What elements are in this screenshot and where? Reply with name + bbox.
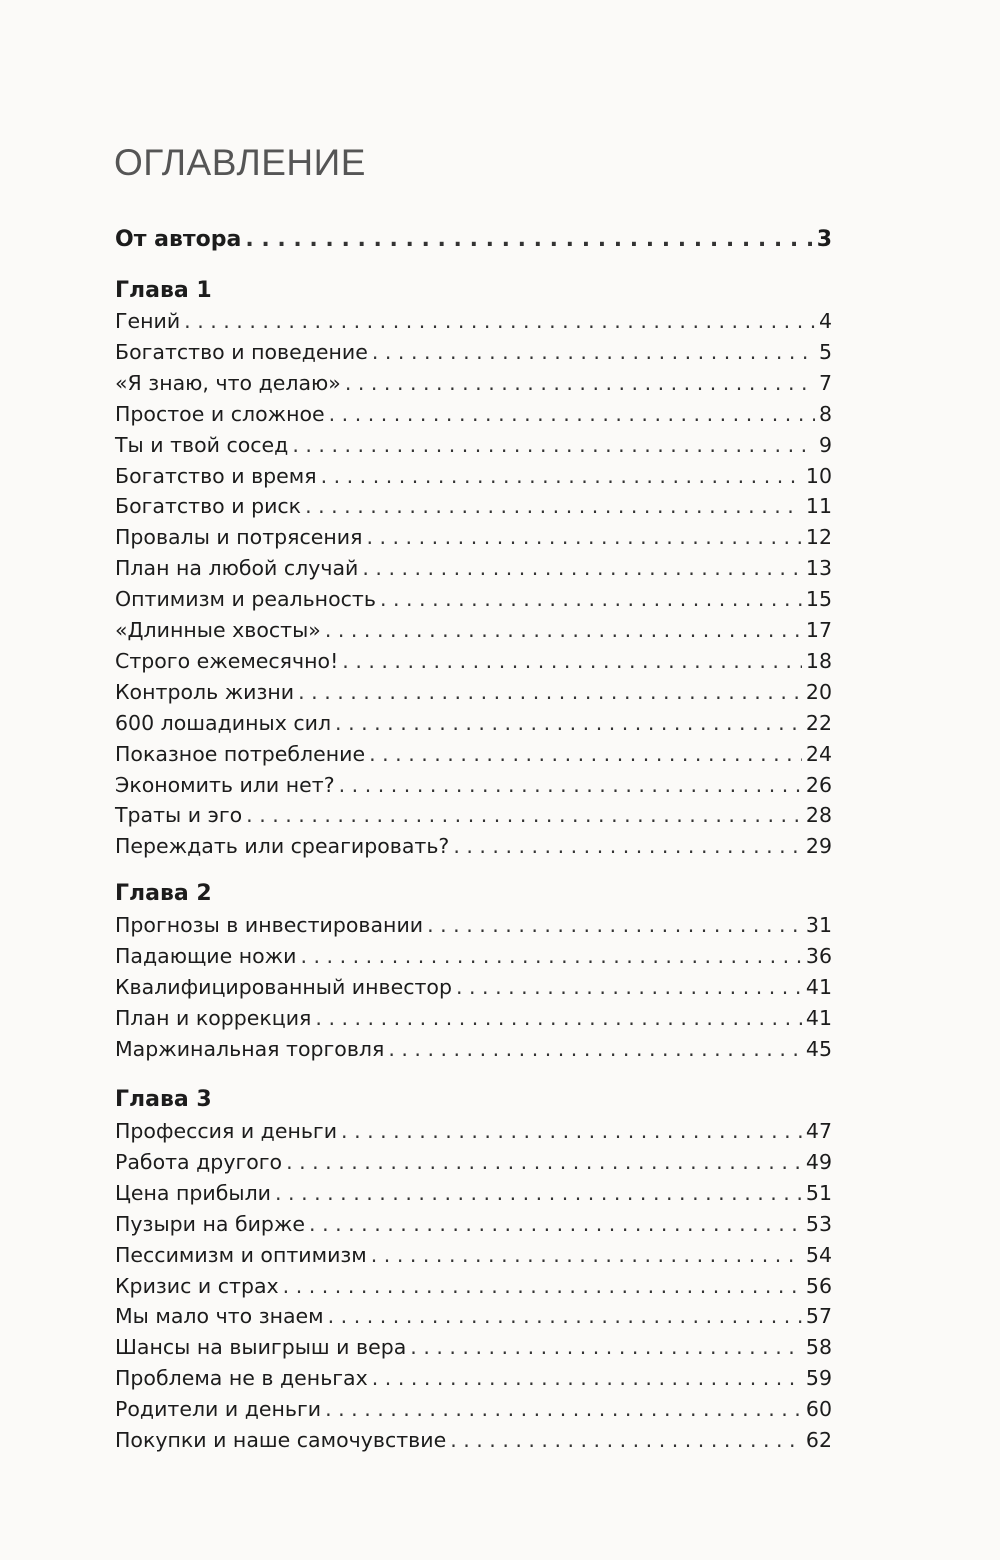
toc-entry-page: 13 xyxy=(805,556,832,581)
toc-entry-label: Богатство и время xyxy=(115,463,317,488)
toc-entry-page: 26 xyxy=(805,772,832,797)
dot-leader xyxy=(292,431,815,459)
chapter-heading: Глава 2 xyxy=(115,881,212,906)
toc-entry[interactable] xyxy=(115,1272,832,1300)
toc-entry[interactable] xyxy=(115,973,832,1001)
toc-entry-label: Падающие ножи xyxy=(115,943,297,968)
toc-entry-label: Контроль жизни xyxy=(115,679,295,704)
toc-entry[interactable] xyxy=(115,832,832,860)
dot-leader xyxy=(246,801,802,829)
toc-entry-label: Маржинальная торговля xyxy=(115,1036,385,1061)
toc-entry-label: План и коррекция xyxy=(115,1005,312,1030)
toc-entry[interactable] xyxy=(115,942,832,970)
toc-entry-label: Богатство и поведение xyxy=(115,339,368,364)
dot-leader xyxy=(372,1364,802,1392)
toc-entry[interactable] xyxy=(115,647,832,675)
toc-entry-page: 36 xyxy=(805,943,832,968)
toc-entry-page: 11 xyxy=(805,494,832,519)
toc-entry-page: 7 xyxy=(818,370,832,395)
toc-entry-page: 47 xyxy=(805,1119,832,1143)
dot-leader xyxy=(321,462,802,490)
toc-entry-label: Экономить или нет? xyxy=(115,772,335,797)
toc-entry-label: Переждать или среагировать? xyxy=(115,834,450,859)
toc-entry-page: 20 xyxy=(805,679,832,704)
toc-entry-label: Пессимизм и оптимизм xyxy=(115,1242,367,1267)
dot-leader xyxy=(362,554,802,582)
dot-leader xyxy=(335,709,802,737)
toc-entry-label: Траты и эго xyxy=(115,803,243,828)
toc-entry-label: Оптимизм и реальность xyxy=(115,587,376,612)
dot-leader xyxy=(283,1272,802,1300)
dot-leader xyxy=(329,400,815,428)
toc-entry-page: 51 xyxy=(805,1180,832,1205)
toc-entry[interactable] xyxy=(115,338,832,366)
toc-entry-label: Шансы на выигрыш и вера xyxy=(115,1335,407,1360)
toc-entry-label: План на любой случай xyxy=(115,556,359,581)
toc-entry[interactable] xyxy=(115,1426,832,1454)
dot-leader xyxy=(245,226,812,254)
toc-entry-label: Родители и деньги xyxy=(115,1397,322,1422)
toc-entry[interactable] xyxy=(115,1333,832,1361)
toc-entry[interactable] xyxy=(115,307,832,335)
toc-entry[interactable] xyxy=(115,1241,832,1269)
toc-entry-label: Покупки и наше самочувствие xyxy=(115,1428,447,1452)
toc-entry-page: 41 xyxy=(805,974,832,999)
toc-entry-page: 28 xyxy=(805,803,832,828)
toc-entry-page: 15 xyxy=(805,587,832,612)
toc-entry[interactable] xyxy=(115,369,832,397)
dot-leader xyxy=(342,647,802,675)
toc-entry-label: Простое и сложное xyxy=(115,401,325,426)
toc-entry-label: Строго ежемесячно! xyxy=(115,648,339,673)
toc-entry-label: Мы мало что знаем xyxy=(115,1304,324,1329)
toc-entry[interactable] xyxy=(115,523,832,551)
toc-entry-page: 54 xyxy=(805,1242,832,1267)
toc-entry[interactable] xyxy=(115,1004,832,1032)
toc-entry-page: 24 xyxy=(805,741,832,766)
toc-entry-label: Профессия и деньги xyxy=(115,1119,338,1143)
dot-leader xyxy=(184,307,815,335)
toc-entry-label: Прогнозы в инвестировании xyxy=(115,913,424,937)
toc-entry[interactable] xyxy=(115,431,832,459)
toc-entry[interactable] xyxy=(115,1364,832,1392)
toc-entry-label: Проблема не в деньгах xyxy=(115,1366,368,1391)
toc-entry[interactable] xyxy=(115,1035,832,1063)
toc-entry[interactable] xyxy=(115,492,832,520)
toc-entry-label: Гений xyxy=(115,309,181,333)
dot-leader xyxy=(410,1333,802,1361)
toc-entry[interactable] xyxy=(115,1210,832,1238)
toc-entry-page: 8 xyxy=(818,401,832,426)
dot-leader xyxy=(300,942,801,970)
toc-entry[interactable] xyxy=(115,1179,832,1207)
toc-entry-label: «Длинные хвосты» xyxy=(115,618,321,642)
toc-entry-page: 56 xyxy=(805,1273,832,1298)
toc-entry[interactable] xyxy=(115,1302,832,1330)
dot-leader xyxy=(427,911,802,939)
toc-entry-page: 62 xyxy=(805,1428,832,1452)
toc-entry-page: 17 xyxy=(805,618,832,642)
dot-leader xyxy=(450,1426,802,1454)
toc-entry-page: 22 xyxy=(805,710,832,735)
toc-entry-page: 18 xyxy=(805,648,832,673)
toc-entry[interactable] xyxy=(115,616,832,644)
page-title: ОГЛАВЛЕНИЕ xyxy=(114,142,366,183)
toc-entry-page: 59 xyxy=(805,1366,832,1391)
toc-entry-label: Показное потребление xyxy=(115,741,366,766)
dot-leader xyxy=(371,1241,802,1269)
toc-entry-label: Богатство и риск xyxy=(115,494,302,519)
toc-entry-page: 10 xyxy=(805,463,832,488)
toc-entry[interactable] xyxy=(115,462,832,490)
toc-entry-page: 60 xyxy=(805,1397,832,1422)
dot-leader xyxy=(453,832,802,860)
toc-entry-label: «Я знаю, что делаю» xyxy=(115,370,341,395)
toc-entry[interactable] xyxy=(115,771,832,799)
toc-entry-page: 31 xyxy=(805,913,832,937)
toc-entry-label: От автора xyxy=(115,227,242,252)
dot-leader xyxy=(345,369,815,397)
toc-entry[interactable] xyxy=(115,554,832,582)
toc-entry-page: 41 xyxy=(805,1005,832,1030)
toc-entry-intro[interactable] xyxy=(115,226,832,254)
dot-leader xyxy=(328,1302,802,1330)
toc-entry[interactable] xyxy=(115,585,832,613)
dot-leader xyxy=(315,1004,802,1032)
toc-entry-label: Пузыри на бирже xyxy=(115,1211,306,1236)
dot-leader xyxy=(309,1210,802,1238)
toc-entry-page: 53 xyxy=(805,1211,832,1236)
toc-entry-page: 4 xyxy=(818,309,832,333)
toc-entry-label: 600 лошадиных сил xyxy=(115,710,332,735)
toc-entry-page: 12 xyxy=(805,525,832,550)
toc-entry[interactable] xyxy=(115,911,832,939)
dot-leader xyxy=(275,1179,802,1207)
toc-entry-page: 49 xyxy=(805,1149,832,1174)
dot-leader xyxy=(341,1117,802,1145)
chapter-heading: Глава 3 xyxy=(115,1087,212,1112)
toc-entry-label: Цена прибыли xyxy=(115,1180,272,1205)
toc-entry-label: Провалы и потрясения xyxy=(115,525,363,550)
toc-entry[interactable] xyxy=(115,801,832,829)
dot-leader xyxy=(325,1395,802,1423)
toc-entry[interactable] xyxy=(115,709,832,737)
toc-entry-page: 58 xyxy=(805,1335,832,1360)
dot-leader xyxy=(388,1035,802,1063)
chapter-heading: Глава 1 xyxy=(115,278,212,303)
toc-entry[interactable] xyxy=(115,1148,832,1176)
toc-entry[interactable] xyxy=(115,400,832,428)
toc-entry-page: 45 xyxy=(805,1036,832,1061)
dot-leader xyxy=(305,492,802,520)
toc-entry-page: 3 xyxy=(816,227,832,252)
dot-leader xyxy=(380,585,802,613)
toc-entry[interactable] xyxy=(115,740,832,768)
toc-entry-label: Ты и твой сосед xyxy=(115,432,289,457)
toc-entry-label: Кризис и страх xyxy=(115,1273,279,1298)
toc-entry-page: 9 xyxy=(818,432,832,457)
dot-leader xyxy=(298,678,802,706)
dot-leader xyxy=(366,523,801,551)
dot-leader xyxy=(325,616,802,644)
toc-entry[interactable] xyxy=(115,678,832,706)
dot-leader xyxy=(372,338,815,366)
toc-entry[interactable] xyxy=(115,1395,832,1423)
toc-entry-page: 5 xyxy=(818,339,832,364)
toc-entry-label: Работа другого xyxy=(115,1149,283,1174)
dot-leader xyxy=(369,740,802,768)
toc-entry-page: 29 xyxy=(805,834,832,859)
toc-entry-label: Квалифицированный инвестор xyxy=(115,974,452,999)
dot-leader xyxy=(286,1148,802,1176)
dot-leader xyxy=(339,771,802,799)
dot-leader xyxy=(456,973,802,1001)
toc-entry-page: 57 xyxy=(805,1304,832,1329)
toc-entry[interactable] xyxy=(115,1117,832,1145)
